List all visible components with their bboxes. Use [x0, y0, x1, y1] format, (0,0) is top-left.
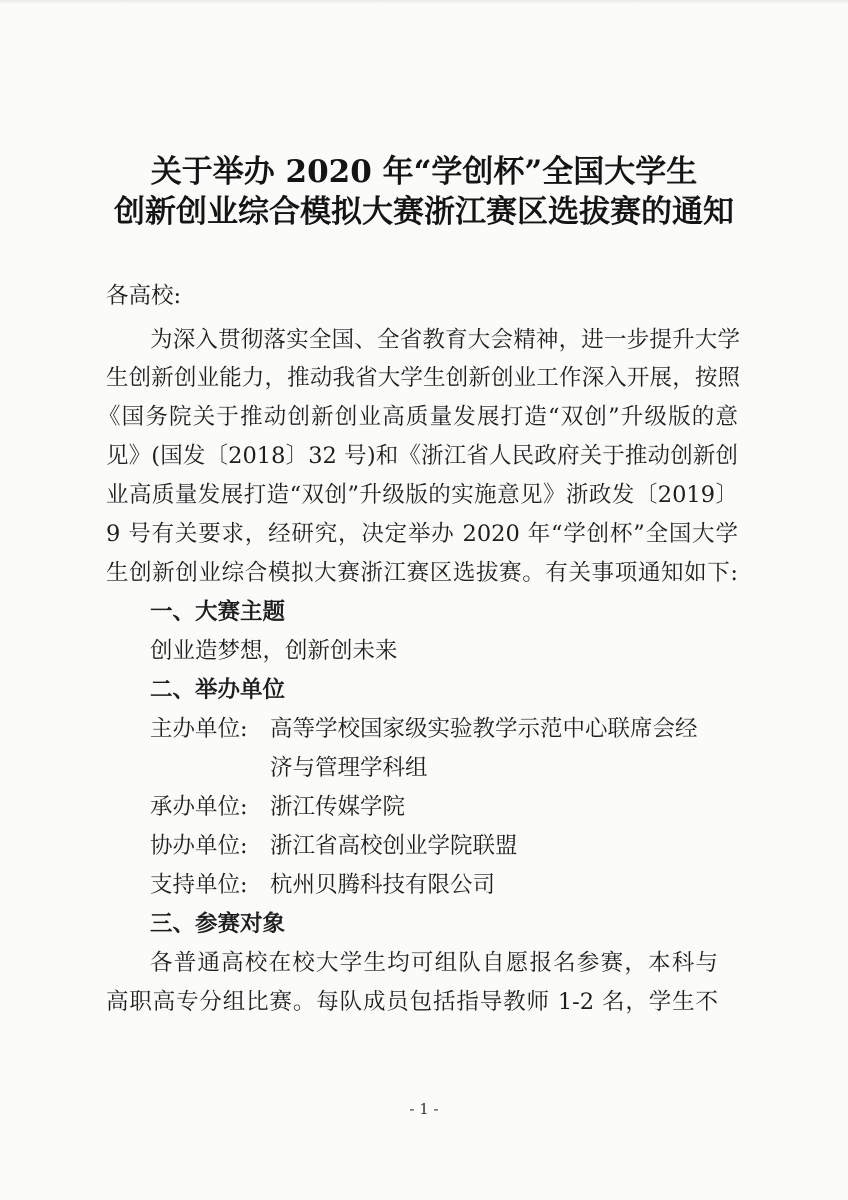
- organizer-value: 浙江传媒学院: [270, 794, 406, 820]
- organizer-label: 承办单位:: [150, 794, 248, 820]
- section-3-line-2: 高职高专分组比赛。每队成员包括指导教师 1-2 名，学生不: [106, 989, 718, 1015]
- intro-line-6: 9 号有关要求，经研究，决定举办 2020 年“学创杯”全国大学: [106, 521, 738, 547]
- host-value-line-1: 高等学校国家级实验教学示范中心联席会经: [270, 716, 698, 742]
- intro-line-2: 生创新创业能力，推动我省大学生创新创业工作深入开展，按照: [106, 365, 740, 391]
- co-organizer-value: 浙江省高校创业学院联盟: [270, 833, 518, 859]
- intro-line-1: 为深入贯彻落实全国、全省教育大会精神，进一步提升大学: [150, 327, 740, 353]
- section-3-heading: 三、参赛对象: [150, 911, 286, 937]
- supporter-value: 杭州贝腾科技有限公司: [270, 872, 496, 898]
- host-value-line-2: 济与管理学科组: [270, 755, 428, 781]
- section-3-line-1: 各普通高校在校大学生均可组队自愿报名参赛，本科与: [150, 950, 718, 976]
- section-2-heading: 二、举办单位: [150, 677, 286, 703]
- supporter-label: 支持单位:: [150, 872, 248, 898]
- section-1-heading: 一、大赛主题: [150, 599, 286, 625]
- intro-line-4: 见》(国发〔2018〕32 号)和《浙江省人民政府关于推动创新创: [106, 443, 738, 469]
- page-edge: [0, 0, 848, 4]
- intro-line-5: 业高质量发展打造“双创”升级版的实施意见》浙政发〔2019〕: [106, 482, 738, 508]
- document-title-line-2: 创新创业综合模拟大赛浙江赛区选拔赛的通知: [114, 194, 734, 230]
- salutation: 各高校:: [106, 283, 182, 309]
- host-label: 主办单位:: [150, 716, 248, 742]
- document-title-line-1: 关于举办 2020 年“学创杯”全国大学生: [150, 154, 698, 190]
- intro-line-7: 生创新创业综合模拟大赛浙江赛区选拔赛。有关事项通知如下:: [106, 560, 738, 586]
- co-organizer-label: 协办单位:: [150, 833, 248, 859]
- section-1-text: 创业造梦想，创新创未来: [150, 638, 398, 664]
- intro-line-3: 《国务院关于推动创新创业高质量发展打造“双创”升级版的意: [98, 404, 738, 430]
- page-number: - 1 -: [409, 1100, 439, 1118]
